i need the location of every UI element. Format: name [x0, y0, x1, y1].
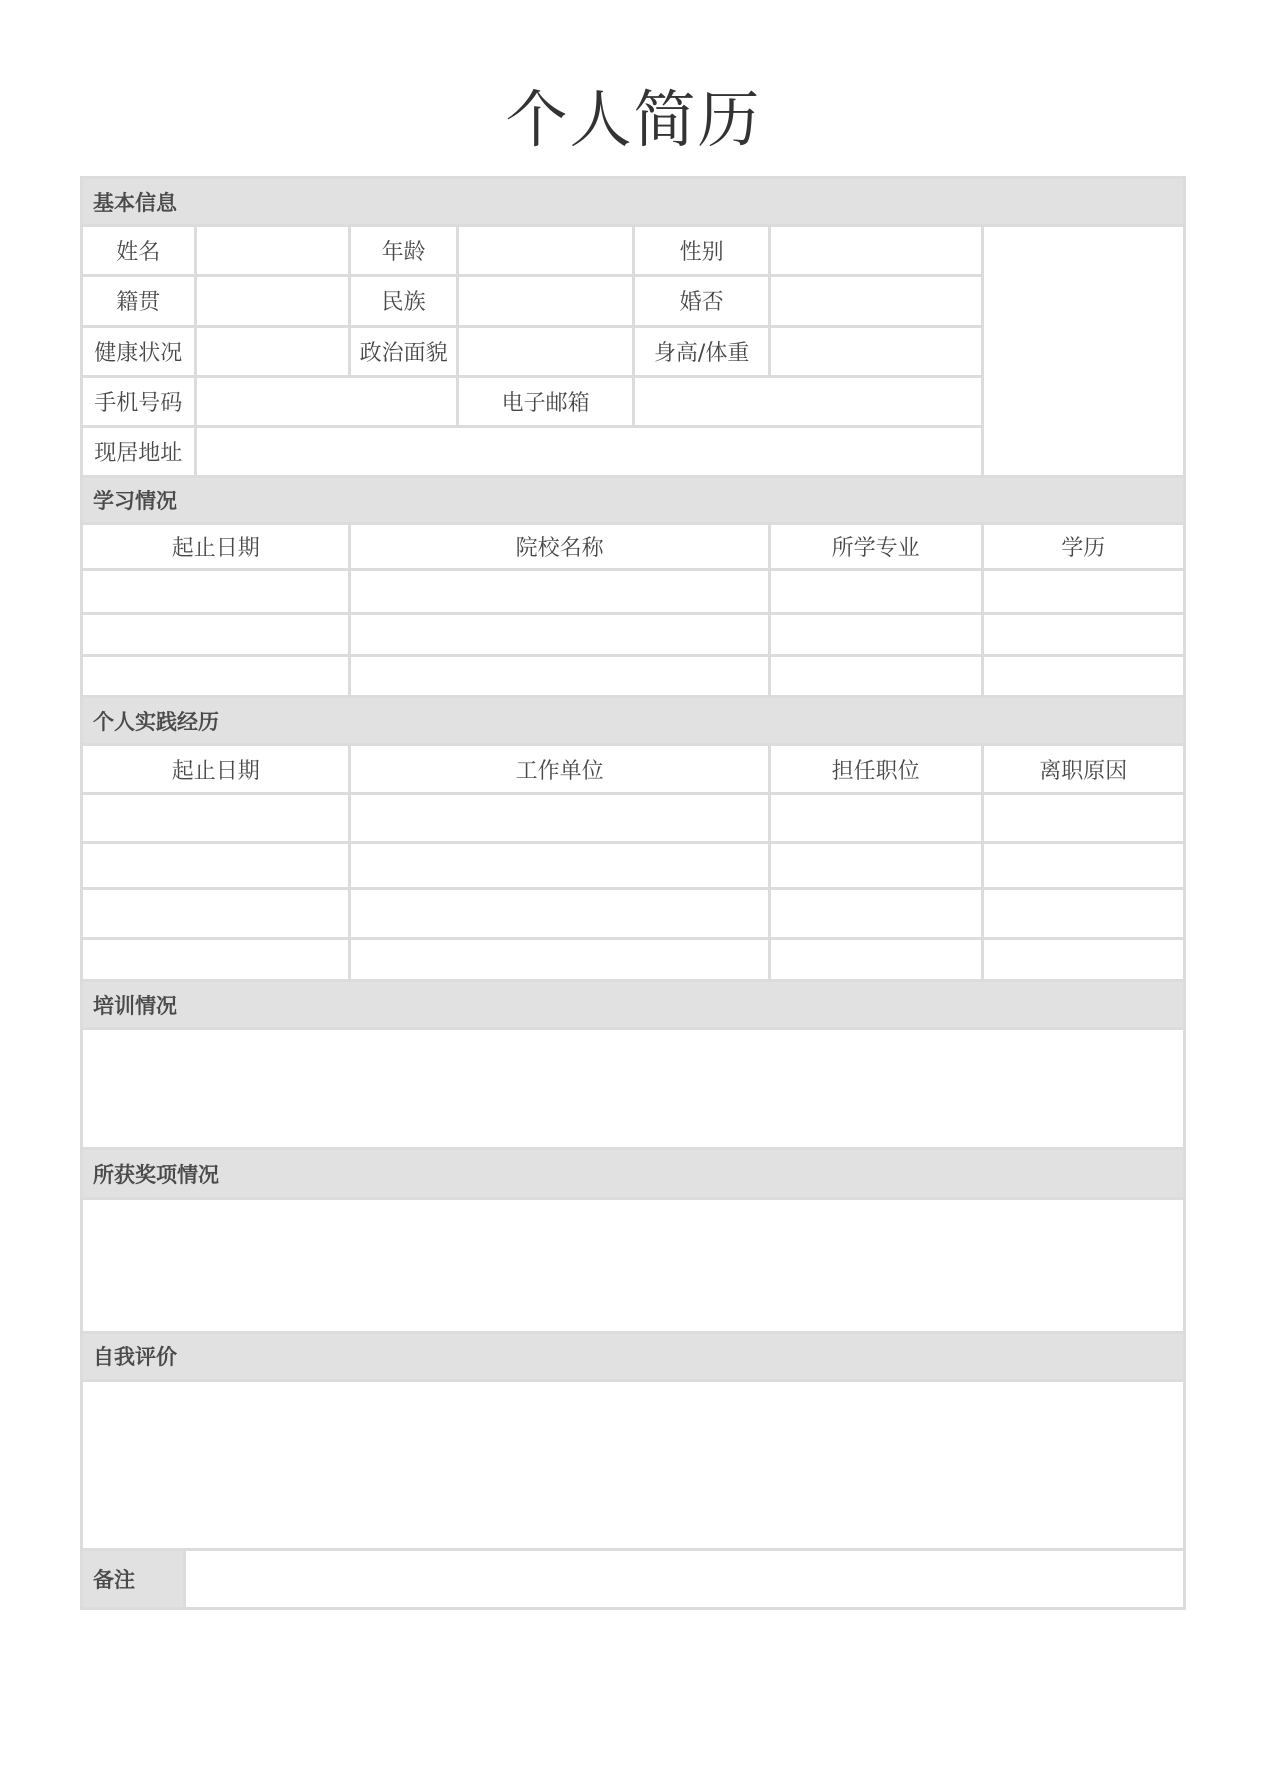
- education-cell[interactable]: [769, 655, 982, 696]
- field-ethnicity[interactable]: [457, 276, 634, 326]
- practice-col-employer: 工作单位: [350, 745, 769, 794]
- field-native-place[interactable]: [195, 276, 350, 326]
- page-title: 个人简历: [505, 83, 762, 156]
- practice-cell[interactable]: [769, 888, 982, 938]
- practice-cell[interactable]: [982, 939, 1184, 981]
- field-political-status[interactable]: [457, 326, 634, 376]
- label-name: 姓名: [82, 226, 196, 276]
- practice-cell[interactable]: [82, 842, 350, 888]
- label-height-weight: 身高/体重: [634, 326, 769, 376]
- table-row: [82, 613, 1185, 655]
- education-cell[interactable]: [982, 655, 1184, 696]
- practice-cell[interactable]: [350, 888, 769, 938]
- label-email: 电子邮箱: [457, 376, 634, 426]
- field-name[interactable]: [195, 226, 350, 276]
- label-marital-status: 婚否: [634, 276, 769, 326]
- section-header-practice: 个人实践经历: [82, 697, 1185, 745]
- field-email[interactable]: [634, 376, 982, 426]
- education-col-school: 院校名称: [350, 524, 769, 569]
- practice-cell[interactable]: [769, 842, 982, 888]
- education-cell[interactable]: [982, 613, 1184, 655]
- practice-cell[interactable]: [982, 842, 1184, 888]
- practice-cell[interactable]: [350, 939, 769, 981]
- label-address: 现居地址: [82, 427, 196, 477]
- practice-cell[interactable]: [350, 842, 769, 888]
- field-gender[interactable]: [769, 226, 982, 276]
- table-row: [82, 794, 1185, 842]
- education-cell[interactable]: [350, 613, 769, 655]
- education-cell[interactable]: [769, 569, 982, 613]
- label-ethnicity: 民族: [350, 276, 457, 326]
- section-education: [82, 477, 1185, 524]
- section-header-basic-info: 基本信息: [82, 178, 1185, 226]
- practice-col-position: 担任职位: [769, 745, 982, 794]
- section-header-awards: 所获奖项情况: [82, 1148, 1185, 1198]
- section-practice: [82, 697, 1185, 745]
- education-cell[interactable]: [769, 613, 982, 655]
- practice-cell[interactable]: [350, 794, 769, 842]
- label-health: 健康状况: [82, 326, 196, 376]
- remarks-label: 备注: [82, 1549, 185, 1608]
- self-evaluation-content[interactable]: [82, 1380, 1185, 1549]
- education-cell[interactable]: [350, 569, 769, 613]
- education-cell[interactable]: [82, 613, 350, 655]
- section-basic-info: [82, 178, 1185, 226]
- education-cell[interactable]: [982, 569, 1184, 613]
- label-phone: 手机号码: [82, 376, 196, 426]
- table-row: [82, 842, 1185, 888]
- table-row: [82, 888, 1185, 938]
- label-age: 年龄: [350, 226, 457, 276]
- practice-cell[interactable]: [82, 888, 350, 938]
- education-cell[interactable]: [82, 569, 350, 613]
- section-training: [82, 981, 1185, 1029]
- education-cell[interactable]: [350, 655, 769, 696]
- table-row: [82, 569, 1185, 613]
- practice-col-reason: 离职原因: [982, 745, 1184, 794]
- field-phone[interactable]: [195, 376, 457, 426]
- photo-area[interactable]: [982, 226, 1184, 477]
- practice-cell[interactable]: [769, 794, 982, 842]
- training-content[interactable]: [82, 1029, 1185, 1149]
- section-awards: [82, 1148, 1185, 1198]
- practice-cell[interactable]: [82, 794, 350, 842]
- remarks-field[interactable]: [185, 1549, 1185, 1608]
- practice-col-dates: 起止日期: [82, 745, 350, 794]
- section-header-self-evaluation: 自我评价: [82, 1332, 1185, 1380]
- awards-content[interactable]: [82, 1199, 1185, 1333]
- field-marital-status[interactable]: [769, 276, 982, 326]
- section-header-education: 学习情况: [82, 477, 1185, 524]
- practice-cell[interactable]: [82, 939, 350, 981]
- education-col-degree: 学历: [982, 524, 1184, 569]
- field-age[interactable]: [457, 226, 634, 276]
- practice-cell[interactable]: [982, 794, 1184, 842]
- education-cell[interactable]: [82, 655, 350, 696]
- education-col-major: 所学专业: [769, 524, 982, 569]
- table-row: [82, 939, 1185, 981]
- section-self-evaluation: [82, 1332, 1185, 1380]
- field-address[interactable]: [195, 427, 982, 477]
- section-header-training: 培训情况: [82, 981, 1185, 1029]
- table-row: [82, 655, 1185, 696]
- label-political-status: 政治面貌: [350, 326, 457, 376]
- label-gender: 性别: [634, 226, 769, 276]
- practice-cell[interactable]: [769, 939, 982, 981]
- field-height-weight[interactable]: [769, 326, 982, 376]
- field-health[interactable]: [195, 326, 350, 376]
- practice-cell[interactable]: [982, 888, 1184, 938]
- resume-table: [80, 176, 1186, 1610]
- label-native-place: 籍贯: [82, 276, 196, 326]
- education-col-dates: 起止日期: [82, 524, 350, 569]
- section-remarks: [82, 1549, 1185, 1608]
